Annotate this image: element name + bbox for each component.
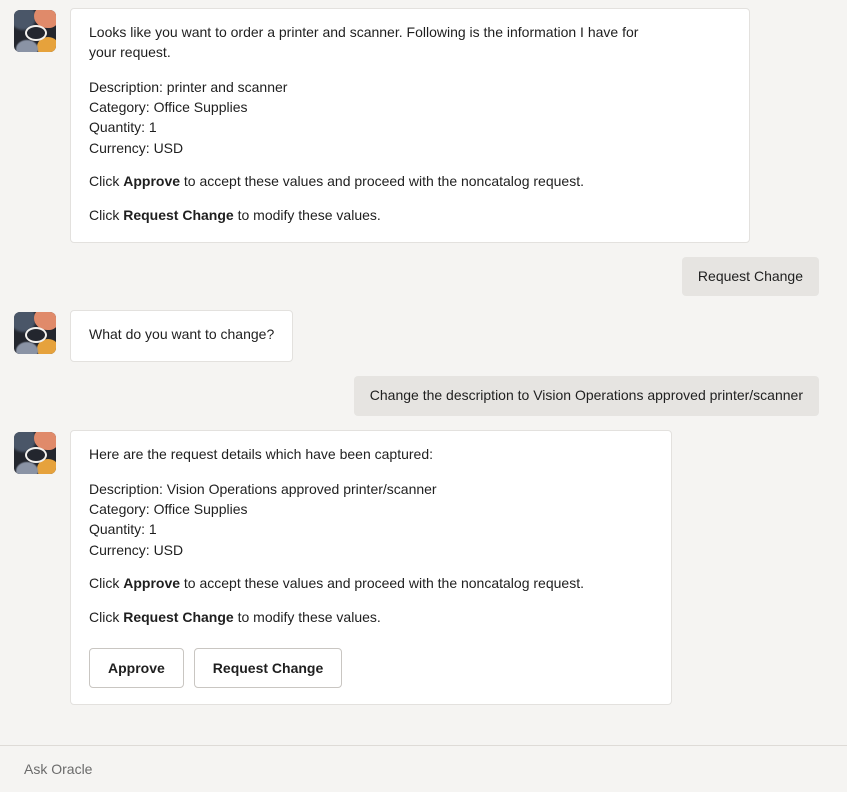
composer-bar bbox=[0, 745, 847, 792]
spacer bbox=[89, 560, 653, 574]
avatar-shape-d bbox=[16, 40, 38, 52]
assistant-avatar bbox=[14, 312, 56, 354]
change-instruction bbox=[89, 608, 653, 628]
message-intro-line-1: Here are the request details which have been captured: bbox=[89, 445, 433, 462]
message-row-bot-1 bbox=[0, 8, 847, 243]
bot-message-bubble bbox=[70, 8, 750, 243]
spacer bbox=[89, 192, 731, 206]
message-input[interactable] bbox=[22, 760, 825, 778]
spacer bbox=[89, 594, 653, 608]
bot-message-bubble bbox=[70, 430, 672, 705]
change-instruction bbox=[89, 206, 731, 226]
approve-instruction-prefix: Click bbox=[89, 172, 124, 189]
detail-quantity: Quantity: 1 bbox=[89, 521, 157, 538]
avatar-shape-d bbox=[16, 462, 38, 474]
change-instruction-keyword: Request Change bbox=[123, 608, 234, 625]
message-row-bot-3 bbox=[0, 430, 847, 705]
approve-instruction-prefix: Click bbox=[89, 574, 124, 591]
user-message-bubble: Request Change bbox=[682, 257, 819, 297]
change-instruction-keyword: Request Change bbox=[123, 206, 234, 223]
detail-currency: Currency: USD bbox=[89, 541, 184, 558]
change-instruction-prefix: Click bbox=[89, 206, 124, 223]
detail-currency: Currency: USD bbox=[89, 139, 184, 156]
avatar-ring-icon bbox=[25, 447, 47, 463]
message-intro-line-1: Looks like you want to order a printer and scanner. Following is the information I have for bbox=[89, 24, 639, 40]
approve-instruction bbox=[89, 172, 731, 192]
detail-category: Category: Office Supplies bbox=[89, 99, 248, 116]
detail-description: Description: Vision Operations approved printer/scanner bbox=[89, 480, 437, 497]
message-row-user-1 bbox=[0, 257, 847, 297]
approve-instruction-suffix: to accept these values and proceed with the noncatalog request. bbox=[180, 172, 584, 189]
assistant-avatar bbox=[14, 432, 56, 474]
spacer bbox=[89, 465, 653, 479]
change-instruction-suffix: to modify these values. bbox=[233, 608, 381, 625]
approve-instruction bbox=[89, 574, 653, 594]
user-message-bubble: Change the description to Vision Operations approved printer/scanner bbox=[354, 376, 819, 416]
approve-button[interactable]: Approve bbox=[89, 648, 184, 688]
detail-category: Category: Office Supplies bbox=[89, 500, 248, 517]
message-row-bot-2 bbox=[0, 310, 847, 362]
message-intro-line-2: your request. bbox=[89, 43, 171, 60]
bot-message-bubble: What do you want to change? bbox=[70, 310, 293, 362]
message-action-buttons bbox=[89, 648, 653, 688]
approve-instruction-suffix: to accept these values and proceed with the noncatalog request. bbox=[180, 574, 584, 591]
detail-quantity: Quantity: 1 bbox=[89, 119, 157, 136]
assistant-avatar bbox=[14, 10, 56, 52]
approve-instruction-keyword: Approve bbox=[123, 172, 181, 189]
avatar-ring-icon bbox=[25, 25, 47, 41]
change-instruction-prefix: Click bbox=[89, 608, 124, 625]
detail-description: Description: printer and scanner bbox=[89, 78, 288, 95]
spacer bbox=[89, 63, 731, 77]
spacer bbox=[89, 158, 731, 172]
message-row-user-2 bbox=[0, 376, 847, 416]
approve-instruction-keyword: Approve bbox=[123, 574, 181, 591]
change-instruction-suffix: to modify these values. bbox=[233, 206, 381, 223]
avatar-shape-d bbox=[16, 342, 38, 354]
request-change-button[interactable]: Request Change bbox=[194, 648, 342, 688]
